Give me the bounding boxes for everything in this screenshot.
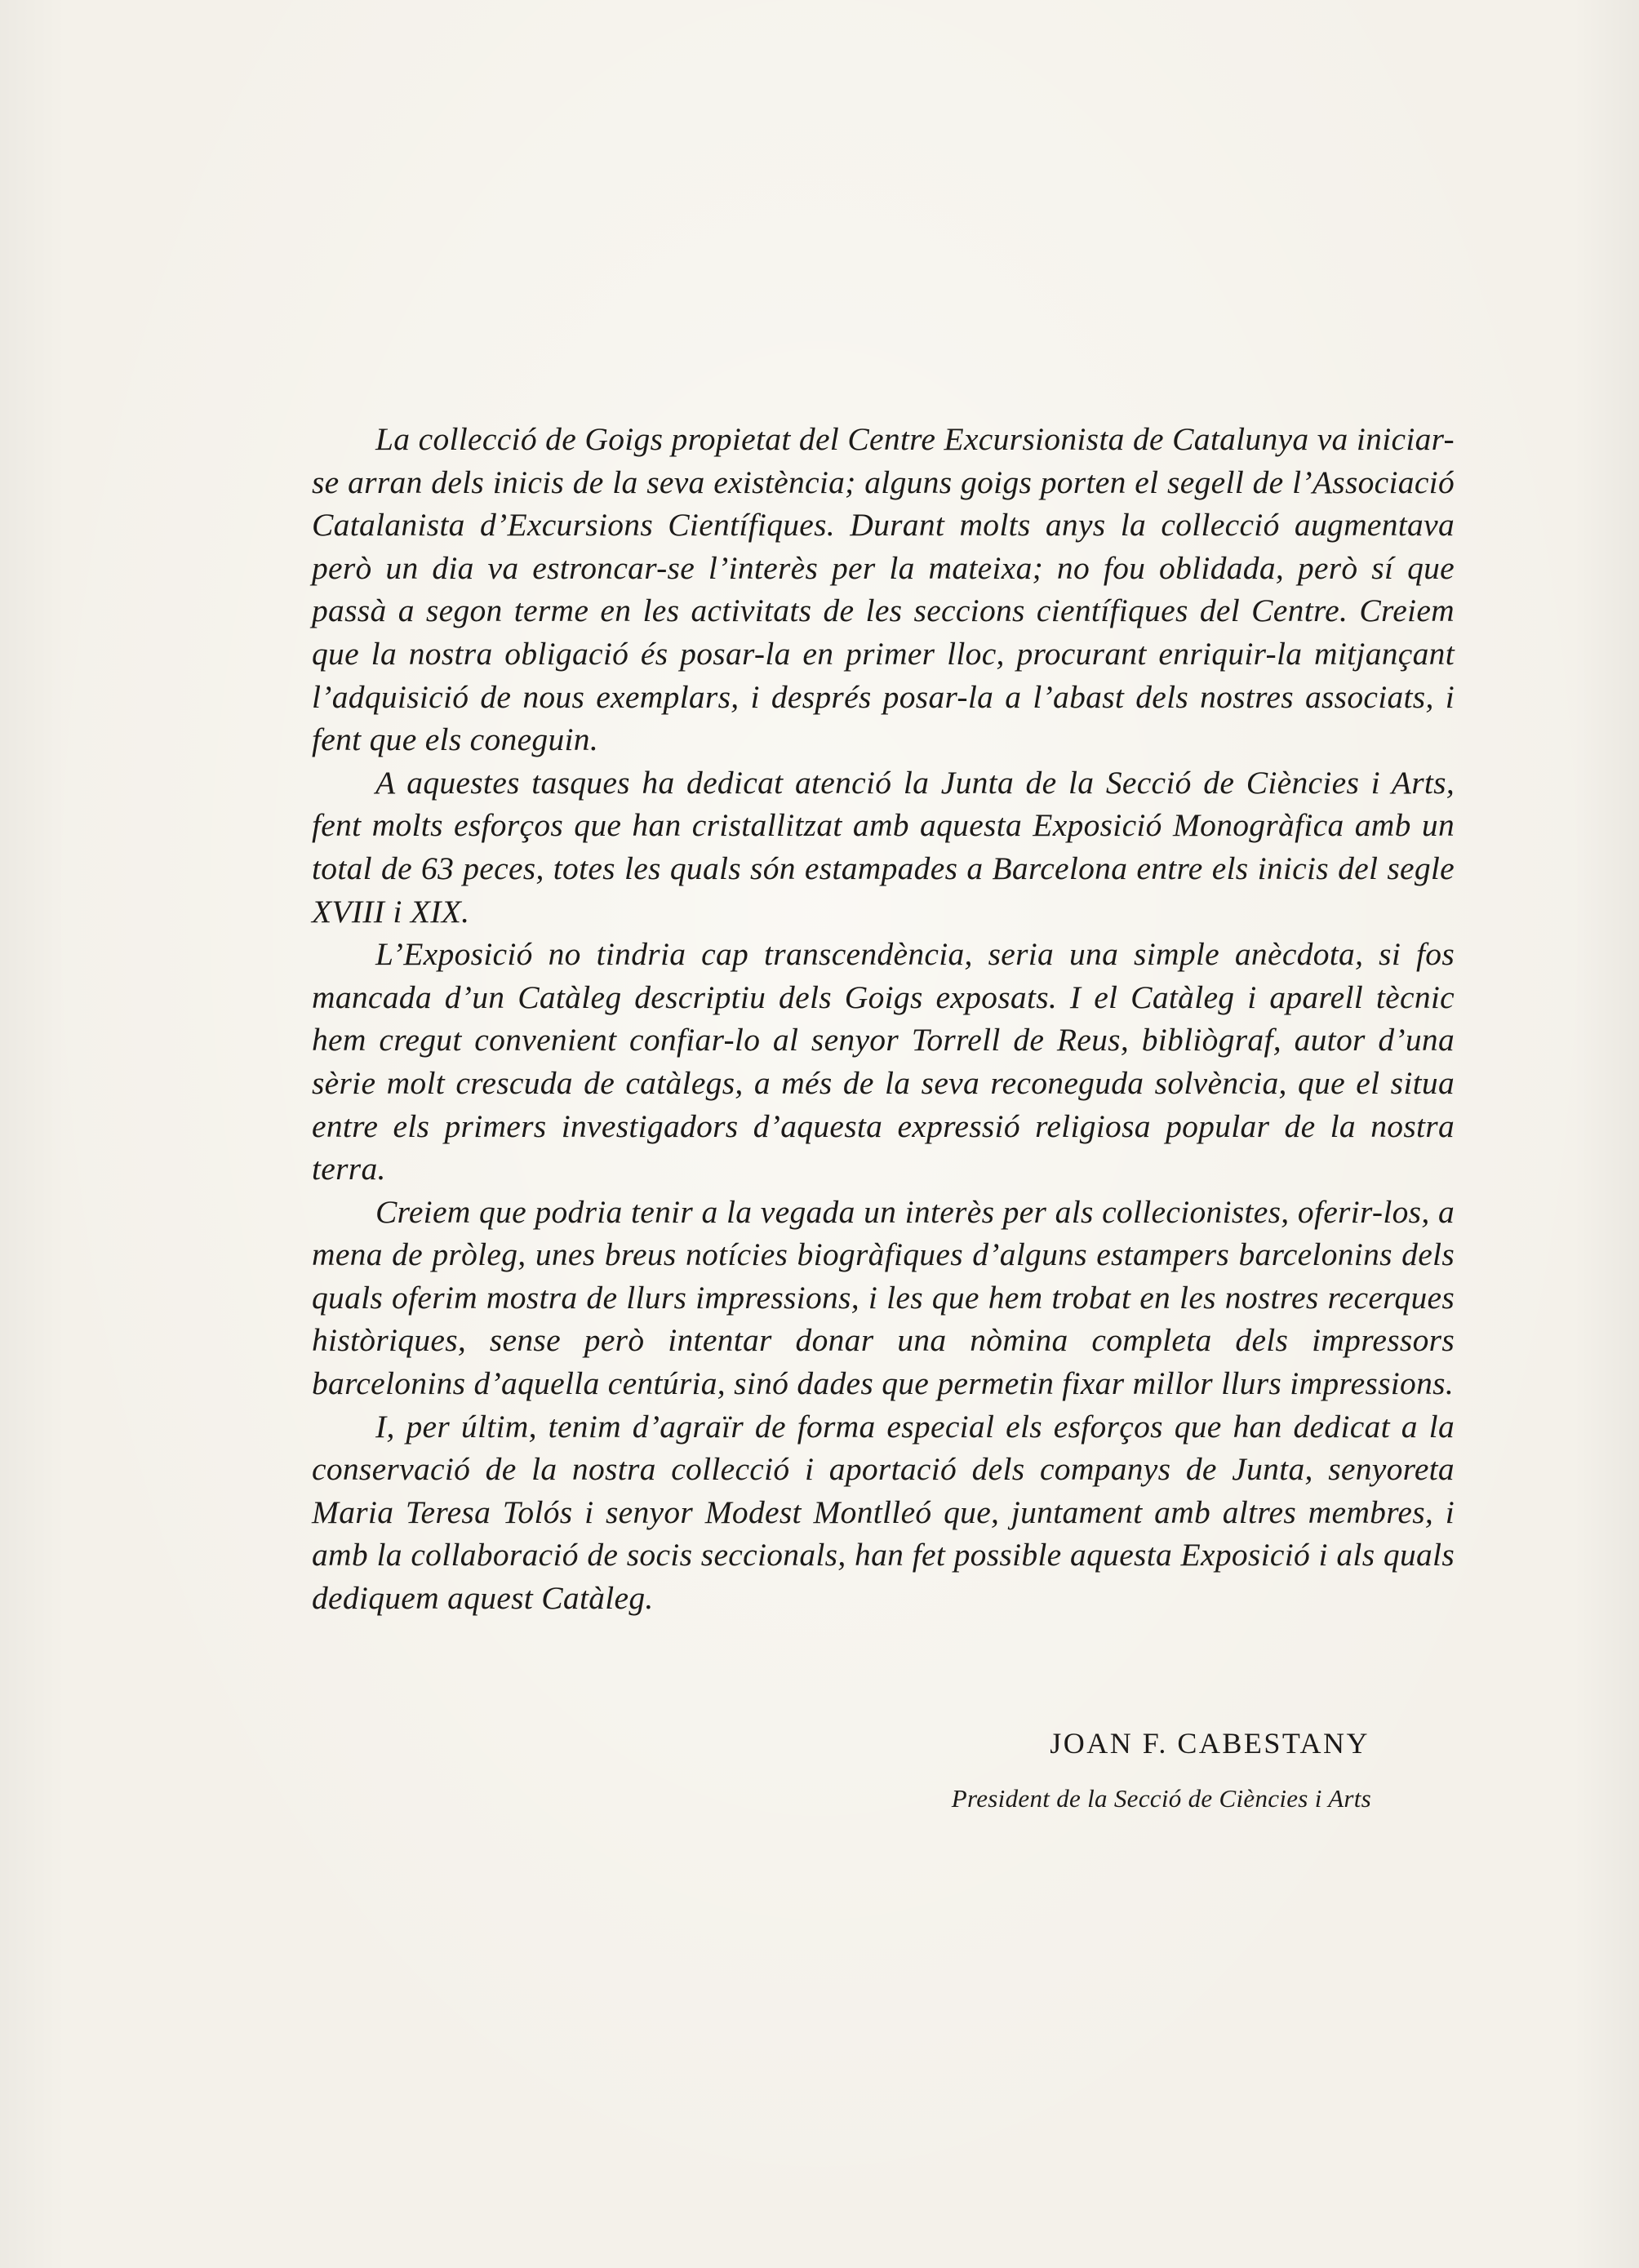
paragraph-3: L’Exposició no tindria cap transcendència, seria una simple anècdota, si fos mancada d’un Catàleg descriptiu dels Goigs exposats. I el Catàleg i aparell tècnic hem cregut convenient confiar-lo al senyor Torrell de Reus, bibliògraf, autor d’una sèrie molt crescuda de catàlegs, a més de la seva reconeguda solvència, que el situa entre els primers investigadors d’aquesta expressió religiosa popular de la nostra terra.: [312, 936, 1455, 1187]
paragraph-2: A aquestes tasques ha dedicat atenció la Junta de la Secció de Ciències i Arts, fent molts esforços que han cristallitzat amb aquesta Exposició Monogràfica amb un total de 63 peces, totes les quals són estampades a Barcelona entre els inicis del segle XVIII i XIX.: [312, 764, 1455, 930]
signature-role: President de la Secció de Ciències i Arts: [951, 1784, 1371, 1813]
paragraph-4: Creiem que podria tenir a la vegada un interès per als collecionistes, oferir-los, a mena de pròleg, unes breus notícies biogràfiques d’alguns estampers barcelonins dels quals oferim mostra de llurs impressions, i les que hem trobat en les nostres recerques històriques, sense però intentar donar una nòmina completa dels impressors barcelonins d’aquella centúria, sinó dades que permetin fixar millor llurs impressions.: [312, 1193, 1455, 1402]
paragraph-5: I, per últim, tenim d’agraïr de forma especial els esforços que han dedicat a la conservació de la nostra collecció i aportació dels companys de Junta, senyoreta Maria Teresa Tolós i senyor Modest Montlleó que, juntament amb altres membres, i amb la collaboració de socis seccionals, han fet possible aquesta Exposició i als quals dediquem aquest Catàleg.: [312, 1408, 1455, 1617]
signature-name: JOAN F. CABESTANY: [1050, 1727, 1370, 1760]
paragraph-1: La collecció de Goigs propietat del Centre Excursionista de Catalunya va iniciar-se arran dels inicis de la seva existència; alguns goigs porten el segell de l’Associació Catalanista d’Excursions Científiques. Durant molts anys la collecció augmentava però un dia va estroncar-se l’interès per la mateixa; no fou oblidada, però sí que passà a segon terme en les activitats de les seccions científiques del Centre. Creiem que la nostra obligació és posar-la en primer lloc, procurant enriquir-la mitjançant l’adquisició de nous exemplars, i després posar-la a l’abast dels nostres associats, i fent que els coneguin.: [312, 421, 1455, 758]
signature-block: [865, 1724, 1371, 1817]
body-text: [312, 418, 1455, 1620]
